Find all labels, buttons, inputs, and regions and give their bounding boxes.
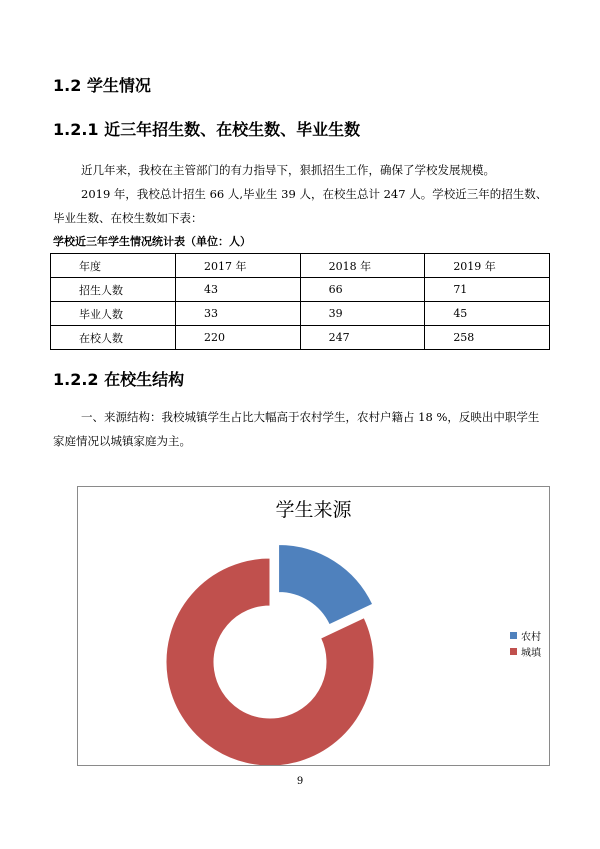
table-header-cell: 2019 年 <box>425 254 550 278</box>
table-row <box>51 278 550 302</box>
table-cell: 39 <box>300 302 425 326</box>
legend-item-rural <box>510 627 541 643</box>
doughnut-slice-rural <box>279 544 373 624</box>
table-cell: 在校人数 <box>51 326 176 350</box>
table-cell: 66 <box>300 278 425 302</box>
table-cell: 毕业人数 <box>51 302 176 326</box>
table-header-row <box>51 254 550 278</box>
table-cell: 220 <box>176 326 301 350</box>
chart-legend <box>510 627 541 659</box>
table-caption: 学校近三年学生情况统计表（单位：人） <box>53 235 251 248</box>
table-cell: 258 <box>425 326 550 350</box>
subsection-title-structure: 1.2.2 在校生结构 <box>53 370 185 389</box>
legend-item-urban <box>510 643 541 659</box>
table-cell: 71 <box>425 278 550 302</box>
page-number: 9 <box>296 776 304 787</box>
intro-paragraph: 近几年来，我校在主管部门的有力指导下，狠抓招生工作，确保了学校发展规模。 <box>81 163 495 177</box>
table-header-cell: 2017 年 <box>176 254 301 278</box>
table-row <box>51 326 550 350</box>
legend-label: 城填 <box>521 647 541 659</box>
table-header-cell: 2018 年 <box>300 254 425 278</box>
table-cell: 33 <box>176 302 301 326</box>
chart-title: 学生来源 <box>275 499 352 521</box>
table-header-cell: 年度 <box>51 254 176 278</box>
table-cell: 43 <box>176 278 301 302</box>
legend-label: 农村 <box>521 631 541 643</box>
source-structure-paragraph: 一、来源结构：我校城镇学生占比大幅高于农村学生，农村户籍占 18 %，反映出中职学生家庭情况以城镇家庭为主。 <box>53 410 540 448</box>
table-row <box>51 302 550 326</box>
section-title: 1.2 学生情况 <box>53 76 151 95</box>
legend-swatch <box>510 648 517 655</box>
subsection-title-enrollment: 1.2.1 近三年招生数、在校生数、毕业生数 <box>53 120 361 139</box>
stats-paragraph: 2019 年，我校总计招生 66 人,毕业生 39 人，在校生总计 247 人。学校近三年的招生数、毕业生数、在校生数如下表： <box>53 187 548 225</box>
table-cell: 招生人数 <box>51 278 176 302</box>
legend-swatch <box>510 632 517 639</box>
table-cell: 45 <box>425 302 550 326</box>
student-source-chart <box>77 486 550 766</box>
enrollment-table <box>50 253 550 350</box>
table-cell: 247 <box>300 326 425 350</box>
doughnut-chart-svg <box>78 487 549 765</box>
